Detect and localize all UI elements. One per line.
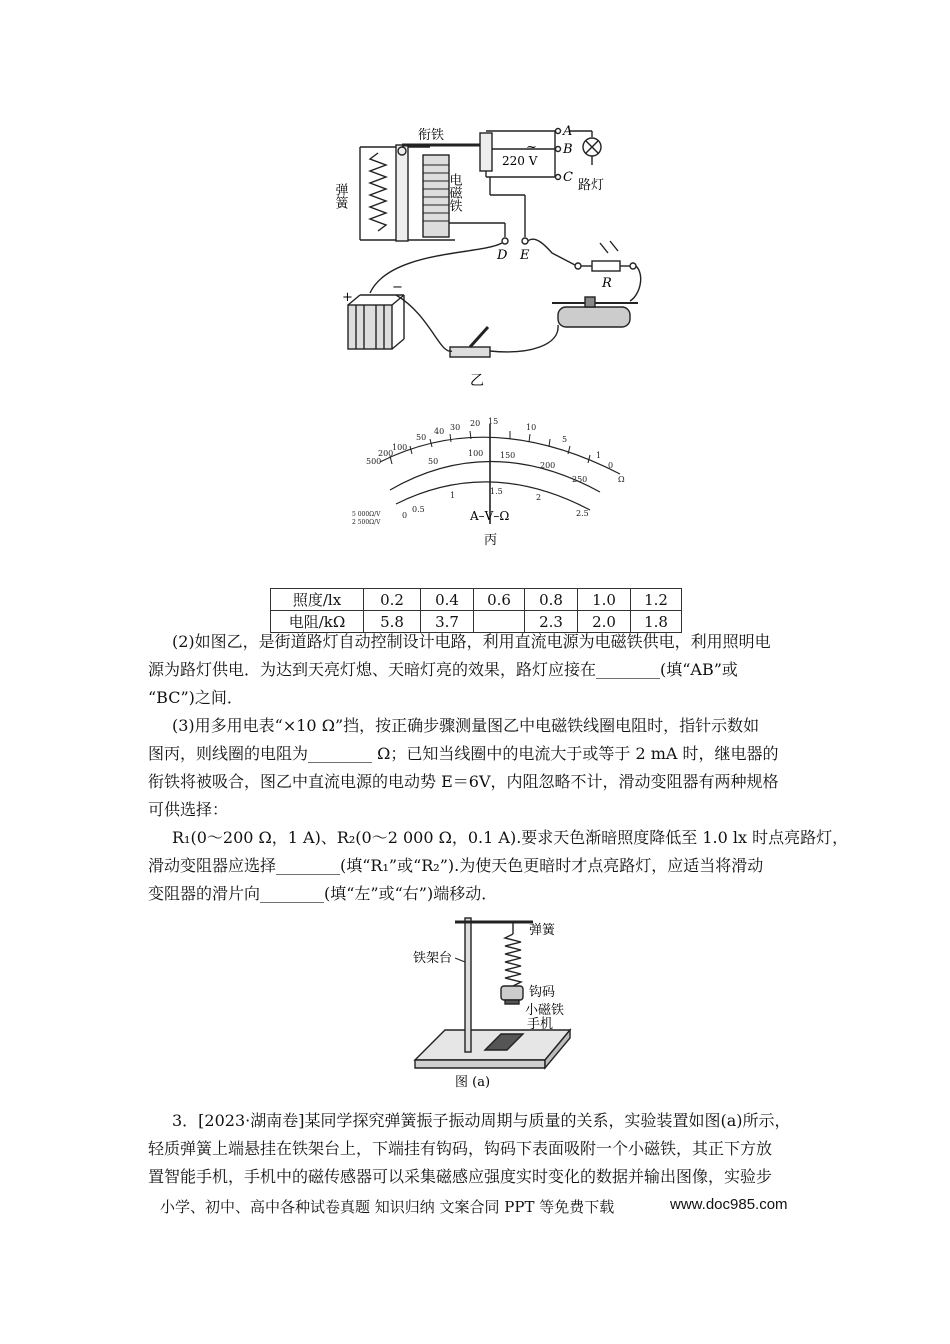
figure-yi xyxy=(330,115,660,395)
table-cell: 2.0 xyxy=(578,611,631,633)
figure-bing xyxy=(350,412,630,554)
ohm-tick-5: 40 xyxy=(434,427,445,436)
q3-line2: 轻质弹簧上端悬挂在铁架台上，下端挂有钩码，钩码下表面吸附一个小磁铁，其正下方放 xyxy=(148,1139,773,1158)
low-tick-2: 0.5 xyxy=(412,505,425,514)
p3-line5: R₁(0～200 Ω，1 A)、R₂(0～2 000 Ω，0.1 A).要求天色渐暗照度降低至 1.0 lx 时点亮路灯， xyxy=(172,828,849,847)
figure-a-caption: 图 (a) xyxy=(455,1075,491,1090)
street-lamp-label: 路灯 xyxy=(578,178,605,193)
p2-line2: 源为路灯供电．为达到天亮灯熄、天暗灯亮的效果，路灯应接在________(填“AB”或 xyxy=(148,660,738,679)
relay-circuit-diagram xyxy=(330,115,660,395)
electromagnet-label: 电磁铁 xyxy=(446,173,462,212)
table-cell: 3.7 xyxy=(421,611,474,633)
ohm-tick-10: 5 xyxy=(562,435,568,444)
ohm-tick-6: 30 xyxy=(450,423,461,432)
low-tick-1: 0 xyxy=(402,511,408,520)
illuminance-resistance-table xyxy=(270,588,682,633)
meter-label: A–V–Ω xyxy=(470,509,510,523)
ohm-tick-12: 0 xyxy=(608,461,614,470)
p3-line4: 可供选择： xyxy=(148,800,229,819)
spring-label: 弹簧 xyxy=(332,183,348,209)
low-tick-4: 1.5 xyxy=(490,487,503,496)
table-cell: 0.6 xyxy=(474,589,525,611)
p3-line2: 图丙，则线圈的电阻为________ Ω；已知当线圈中的电流大于或等于 2 mA 时，继电器的 xyxy=(148,744,779,763)
low-tick-3: 1 xyxy=(450,491,456,500)
illuminance-table-wrap xyxy=(270,588,682,633)
armature-label: 衔铁 xyxy=(418,128,445,143)
terminal-c: C xyxy=(563,170,573,185)
ohm-tick-11: 1 xyxy=(596,451,602,460)
p2-line3: “BC”)之间． xyxy=(148,688,243,707)
ohm-tick-4: 50 xyxy=(416,433,427,442)
q3-line3: 置智能手机，手机中的磁传感器可以采集磁感应强度实时变化的数据并输出图像，实验步 xyxy=(148,1167,773,1186)
note-2500: 2 500Ω/V xyxy=(352,519,381,526)
footer-link[interactable]: www.doc985.com xyxy=(670,1196,788,1213)
weight-label: 钩码 xyxy=(529,985,556,1000)
p3-line7: 变阻器的滑片向________(填“左”或“右”)端移动． xyxy=(148,884,498,903)
mid-tick-4: 200 xyxy=(540,461,556,470)
footer-text: 小学、初中、高中各种试卷真题 知识归纳 文案合同 PPT 等免费下载 xyxy=(160,1198,615,1216)
table-cell: 1.2 xyxy=(631,589,682,611)
table-cell: 0.4 xyxy=(421,589,474,611)
ohm-tick-3: 100 xyxy=(392,443,408,452)
low-tick-5: 2 xyxy=(536,493,542,502)
terminal-a: A xyxy=(563,124,573,139)
ac-symbol: ~ xyxy=(526,140,537,155)
table-cell: 0.2 xyxy=(364,589,421,611)
p3-line1: (3)用多用电表“×10 Ω”挡，按正确步骤测量图乙中电磁铁线圈电阻时，指针示数如 xyxy=(172,716,760,735)
p2-line1: (2)如图乙，是街道路灯自动控制设计电路，利用直流电源为电磁铁供电，利用照明电 xyxy=(172,632,771,651)
minus-sign: − xyxy=(392,280,403,295)
figure-bing-caption: 丙 xyxy=(484,533,498,548)
magnet-label: 小磁铁 xyxy=(525,1003,565,1018)
table-cell: 0.8 xyxy=(525,589,578,611)
table-cell: 1.0 xyxy=(578,589,631,611)
ohm-unit: Ω xyxy=(618,475,625,484)
figure-yi-caption: 乙 xyxy=(470,373,484,389)
p3-line6: 滑动变阻器应选择________(填“R₁”或“R₂”).为使天色更暗时才点亮路灯，应适当将滑动 xyxy=(148,856,764,875)
mid-tick-3: 150 xyxy=(500,451,516,460)
q3-line1: 3．[2023·湖南卷]某同学探究弹簧振子振动周期与质量的关系，实验装置如图(a)所示， xyxy=(172,1111,791,1130)
phone-label: 手机 xyxy=(527,1017,554,1032)
terminal-b: B xyxy=(563,142,573,157)
table-cell: 电阻/kΩ xyxy=(271,611,364,633)
mid-tick-5: 250 xyxy=(572,475,588,484)
table-row xyxy=(271,589,682,611)
spring-label-a: 弹簧 xyxy=(529,923,556,938)
ohm-tick-1: 500 xyxy=(366,457,382,466)
table-cell: 2.3 xyxy=(525,611,578,633)
mid-tick-2: 100 xyxy=(468,449,484,458)
ohm-tick-8: 15 xyxy=(488,417,499,426)
low-tick-6: 2.5 xyxy=(576,509,589,518)
ohm-tick-9: 10 xyxy=(526,423,537,432)
table-cell: 照度/lx xyxy=(271,589,364,611)
table-cell: 1.8 xyxy=(631,611,682,633)
resistor-label: R xyxy=(602,276,612,291)
figure-a xyxy=(405,910,575,1090)
p3-line3: 衔铁将被吸合，图乙中直流电源的电动势 E＝6V，内阻忽略不计，滑动变阻器有两种规格 xyxy=(148,772,779,791)
stand-label: 铁架台 xyxy=(413,951,453,966)
note-5000: 5 000Ω/V xyxy=(352,511,381,518)
plus-sign: + xyxy=(342,290,353,305)
terminal-d: D xyxy=(497,248,508,263)
ohm-tick-2: 200 xyxy=(378,449,394,458)
ohm-tick-7: 20 xyxy=(470,419,481,428)
spring-oscillator-apparatus xyxy=(405,910,575,1090)
table-cell: 5.8 xyxy=(364,611,421,633)
terminal-e: E xyxy=(520,248,530,263)
multimeter-dial xyxy=(350,412,630,554)
mid-tick-1: 50 xyxy=(428,457,439,466)
voltage-label: 220 V xyxy=(502,154,538,168)
